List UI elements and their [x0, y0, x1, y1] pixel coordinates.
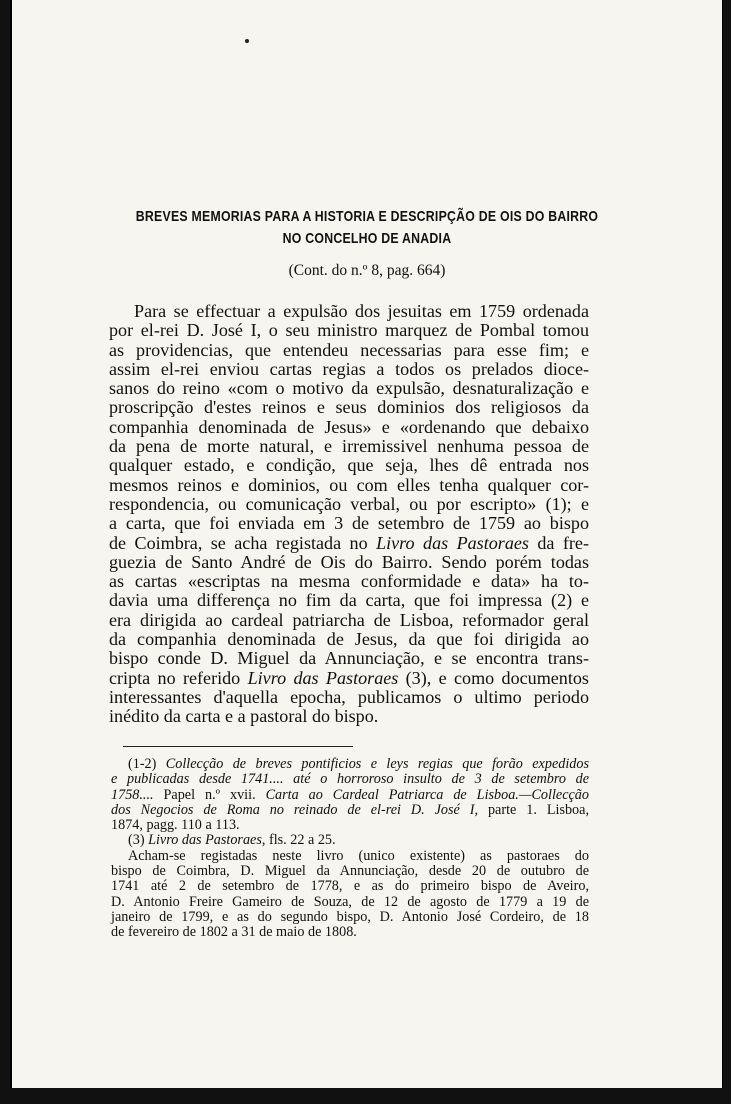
body-line — [109, 534, 589, 553]
body-line: as cartas «escriptas na mesma conformidade e data» ha to- — [109, 571, 589, 592]
body-line: era dirigida ao cardeal patriarcha de Lisboa, reformador geral — [109, 609, 589, 630]
footnote-text: Papel n.º xvii. — [153, 786, 266, 803]
footnote-italic: Livro das Pastoraes, — [148, 832, 266, 849]
footnote-italic: Collecção de breves pontificios e leys regias que forão expedidos — [165, 756, 589, 772]
scanned-page — [10, 0, 723, 1088]
article-title-line-2: NO CONCELHO DE ANADIA — [282, 230, 452, 247]
footnote-text: fls. 22 a 25. — [265, 832, 336, 849]
footnote-divider — [123, 746, 353, 747]
body-line: qualquer estado, e condição, que seja, lhes dê entrada nos — [109, 455, 589, 476]
body-line: mesmos reinos e dominios, ou com elles tenha qualquer cor- — [109, 474, 589, 495]
body-line: proscripção d'estes reinos e seus dominios dos religiosos da — [109, 397, 589, 418]
footnote-line: 1874, pagg. 110 a 113. — [111, 817, 240, 834]
body-line: assim el-rei enviou cartas regias a todos os prelados dioce- — [109, 358, 589, 379]
footnote-italic: e publicadas desde 1741.... até o horroroso insulto de 3 de setembro de — [111, 771, 589, 788]
footnote-ref: (1-2) — [128, 756, 157, 772]
footnote-line — [111, 788, 589, 803]
body-line: inédito da carta e a pastoral do bispo. — [109, 706, 379, 727]
footnote-italic: Carta ao Cardeal Patriarca de Lisboa.—Collecção — [265, 786, 589, 803]
continuation-note: (Cont. do n.º 8, pag. 664) — [288, 262, 446, 279]
body-line: bispo conde D. Miguel da Annunciação, e se encontra trans- — [109, 648, 589, 669]
body-line: por el-rei D. José I, o seu ministro marquez de Pombal tomou — [109, 320, 589, 341]
italic-title: Livro das Pastoraes — [376, 532, 529, 553]
italic-title: Livro das Pastoraes — [247, 667, 399, 688]
footnote-italic: 1758.... — [111, 786, 154, 803]
scan-speck — [245, 39, 249, 43]
body-text-run: da fre- — [528, 532, 589, 553]
body-text-run: cripta no referido — [109, 667, 241, 688]
footnote-line: Acham-se registadas neste livro (unico existente) as pastoraes do — [128, 847, 589, 864]
footnote-line: D. Antonio Freire Gameiro de Souza, de 12 de agosto de 1779 a 19 de — [111, 893, 589, 910]
body-line: guezia de Santo André de Ois do Bairro. Sendo porém todas — [109, 551, 589, 572]
body-text-run: (3), e como documentos — [398, 667, 589, 688]
footnote-line: de fevereiro de 1802 a 31 de maio de 1808. — [111, 924, 357, 941]
article-title-line-1: BREVES MEMORIAS PARA A HISTORIA E DESCRIPÇÃO DE OIS DO BAIRRO — [135, 208, 599, 225]
body-line: respondencia, ou comunicação verbal, ou por escripto» (1); e — [109, 493, 589, 514]
footnote-line — [111, 803, 589, 818]
body-line: davia uma differença no fim da carta, que foi impressa (2) e — [109, 590, 589, 611]
footnote-line: bispo de Coimbra, D. Miguel da Annunciação, desde 20 de outubro de — [111, 863, 589, 880]
footnote-line — [111, 833, 589, 848]
body-line — [109, 669, 589, 688]
body-line: Para se effectuar a expulsão dos jesuitas em 1759 ordenada — [134, 301, 589, 321]
body-line: as providencias, que entendeu necessarias para esse fim; e — [109, 339, 589, 360]
body-text — [109, 302, 589, 727]
body-line: da pena de morte natural, e irremissivel nenhuma pessoa de — [109, 436, 589, 457]
footnote-line: janeiro de 1799, e as do segundo bispo, D. Antonio José Cordeiro, de 18 — [111, 908, 589, 925]
body-line: companhia denominada de Jesus» e «ordenando que debaixo — [109, 416, 589, 437]
body-text-run: de Coimbra, se acha registada no — [109, 532, 368, 553]
footnote-line — [111, 772, 589, 787]
footnotes — [111, 757, 589, 941]
body-line: interessantes d'aquella epocha, publicamos o ultimo periodo — [109, 686, 589, 707]
footnote-line: 1741 até 2 de setembro de 1778, e as do primeiro bispo de Aveiro, — [111, 878, 589, 895]
body-line: sanos do reino «com o motivo da expulsão, desnaturalização e — [109, 378, 589, 399]
footnote-line — [111, 757, 589, 772]
body-line: a carta, que foi enviada em 3 de setembro de 1759 ao bispo — [109, 513, 589, 534]
footnote-italic: dos Negocios de Roma no reinado de el-rei D. José I, — [111, 801, 479, 818]
footnote-ref: (3) — [128, 832, 149, 849]
body-line: da companhia denominada de Jesus, da que foi dirigida ao — [109, 629, 589, 650]
footnote-text: parte 1. Lisboa, — [478, 801, 589, 818]
